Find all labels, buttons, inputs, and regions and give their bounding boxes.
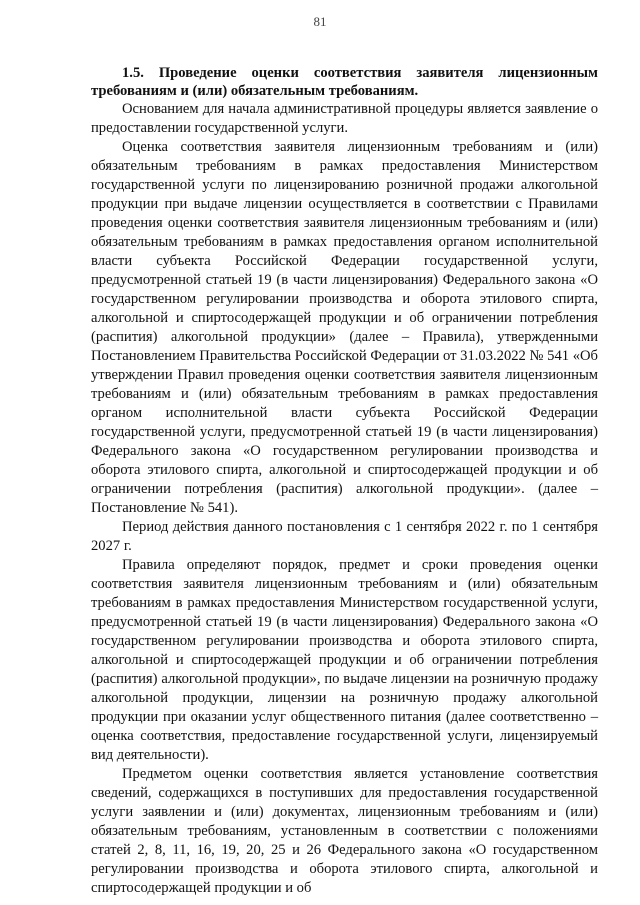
page-number: 81 [313, 14, 327, 29]
paragraph-validity-period: Период действия данного постановления с 1 сентября 2022 г. по 1 сентября 2027 г. [91, 519, 598, 554]
document-body [91, 64, 598, 898]
paragraph-assessment-subject: Предметом оценки соответствия является установление соответствия сведений, содержащихся в поступивших для предоставления государственной услуги заявлении и (или) документах, лицензионным требованиям и (или) обязательным требованиям, установленным в соответствии с положениями статей 2, 8, 11, 16, 19, 20, 25 и 26 Федерального закона «О государственном регулировании производства и оборота этилового спирта, алкогольной и спиртосодержащей продукции и об [91, 766, 598, 896]
paragraph-rules-scope: Правила определяют порядок, предмет и сроки проведения оценки соответствия заявителя лицензионным требованиям и (или) обязательным требованиям в рамках предоставления Министерством государственной услуги, предусмотренной статьей 19 (в части лицензирования) Федерального закона «О государственном регулировании производства и оборота этилового спирта, алкогольной и спиртосодержащей продукции и об ограничении потребления (распития) алкогольной продукции», по выдаче лицензии на розничную продажу алкогольной продукции, лицензии на розничную продажу алкогольной продукции при оказании услуг общественного питания (далее соответственно – оценка соответствия, предоставление государственной услуги, лицензируемый вид деятельности). [91, 557, 598, 763]
section-heading: 1.5. Проведение оценки соответствия заявителя лицензионным требованиям и (или) обязательным требованиям. [91, 65, 598, 99]
paragraph-assessment-rules: Оценка соответствия заявителя лицензионным требованиям и (или) обязательным требованиям в рамках предоставления Министерством государственной услуги по лицензированию розничной продажи алкогольной продукции при выдаче лицензии осуществляется в соответствии с Правилами проведения оценки соответствия заявителя лицензионным требованиям и (или) обязательным требованиям в рамках предоставления органом исполнительной власти субъекта Российской Федерации государственной услуги, предусмотренной статьей 19 (в части лицензирования) Федерального закона «О государственном регулировании производства и оборота этилового спирта, алкогольной и спиртосодержащей продукции и об ограничении потребления (распития) алкогольной продукции» (далее – Правила), утвержденными Постановлением Правительства Российской Федерации от 31.03.2022 № 541 «Об утверждении Правил проведения оценки соответствия заявителя лицензионным требованиям и (или) обязательным требованиям в рамках предоставления органом исполнительной власти субъекта Российской Федерации государственной услуги, предусмотренной статьей 19 (в части лицензирования) Федерального закона «О государственном регулировании производства и оборота этилового спирта, алкогольной и спиртосодержащей продукции и об ограничении потребления (распития) алкогольной продукции». (далее – Постановление № 541). [91, 139, 598, 516]
paragraph-basis: Основанием для начала административной процедуры является заявление о предоставлении государственной услуги. [91, 101, 598, 136]
